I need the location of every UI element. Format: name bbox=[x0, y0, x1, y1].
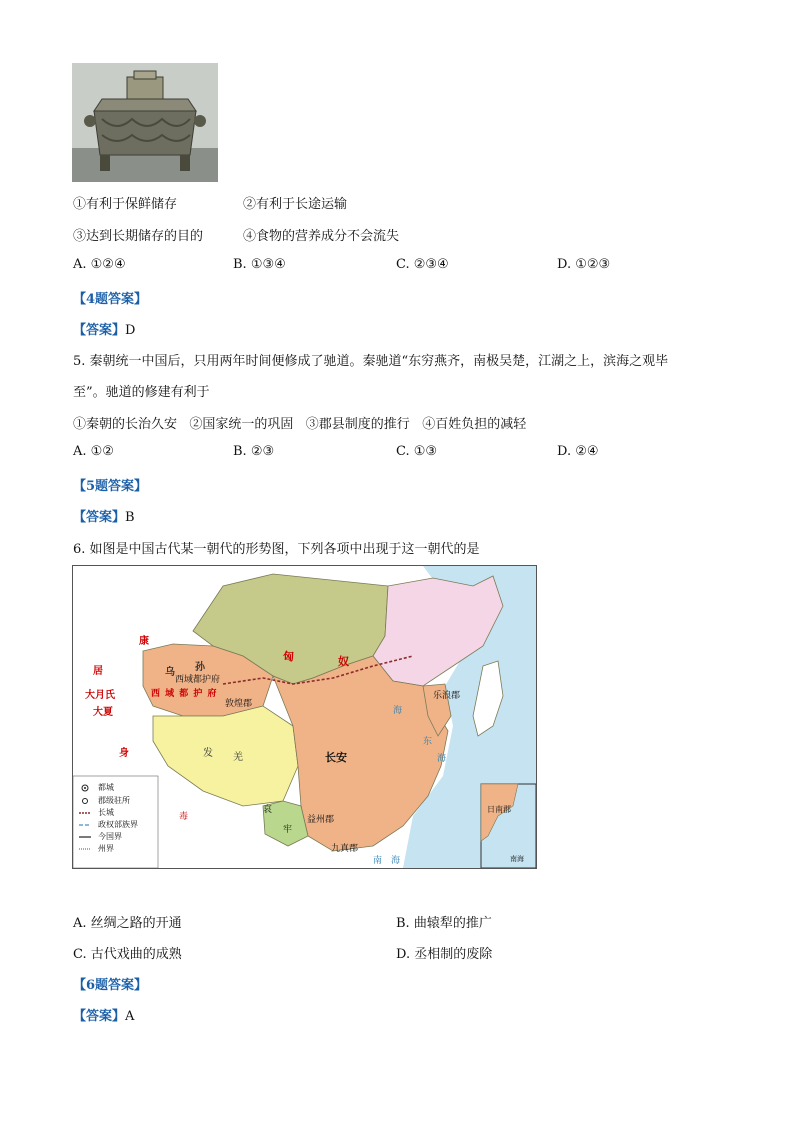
label-huang: 海 bbox=[393, 706, 403, 716]
label-sun: 孙 bbox=[195, 662, 205, 673]
bronze-vessel-photo bbox=[72, 63, 218, 182]
label-xiyu-protectorate: 西域都护府 bbox=[175, 675, 221, 685]
legend-province-border: 州界 bbox=[98, 844, 114, 853]
q4-option-b: B. ①③④ bbox=[233, 257, 286, 272]
map-illustration bbox=[73, 566, 536, 868]
q5-answer-value: B bbox=[125, 510, 135, 525]
q5-answer-label: 【答案】 bbox=[73, 510, 126, 525]
q6-answer-label: 【答案】 bbox=[73, 1009, 126, 1024]
q4-statement-2: ②有利于长途运输 bbox=[243, 197, 348, 212]
q4-statement-4: ④食物的营养成分不会流失 bbox=[243, 229, 400, 244]
q4-option-c: C. ②③④ bbox=[396, 257, 449, 272]
label-kangju: 康 bbox=[139, 636, 149, 647]
label-yizhou: 益州郡 bbox=[307, 815, 335, 825]
q4-option-a: A. ①②④ bbox=[73, 257, 126, 272]
label-daxia: 大夏 bbox=[93, 707, 113, 718]
q6-stem: 6. 如图是中国古代某一朝代的形势图，下列各项中出现于这一朝代的是 bbox=[73, 542, 480, 557]
label-jiuzhen: 九真郡 bbox=[331, 844, 359, 854]
q4-statement-3: ③达到长期储存的目的 bbox=[73, 229, 204, 244]
q4-statement-1: ①有利于保鲜储存 bbox=[73, 197, 178, 212]
label-xiyu-band: 西 域 都 护 府 bbox=[151, 689, 218, 699]
han-dynasty-map bbox=[72, 565, 537, 869]
q6-option-d: D. 丞相制的废除 bbox=[396, 947, 493, 962]
label-wu: 乌 bbox=[165, 667, 175, 678]
label-rinan: 日南郡 bbox=[487, 805, 511, 814]
q4-answer-label: 【答案】 bbox=[73, 323, 126, 338]
q5-option-b: B. ②③ bbox=[233, 444, 275, 459]
label-dayuezhi: 大月氏 bbox=[85, 690, 115, 701]
label-shendu: 身 bbox=[119, 748, 129, 759]
legend-capital: 都城 bbox=[98, 783, 114, 792]
q5-stem-line-2: 至”。驰道的修建有利于 bbox=[73, 385, 210, 400]
q5-statements: ①秦朝的长治久安 ②国家统一的巩固 ③郡县制度的推行 ④百姓负担的减轻 bbox=[73, 417, 527, 432]
q5-option-d: D. ②④ bbox=[557, 444, 599, 459]
q5-answer bbox=[73, 506, 135, 525]
bronze-vessel-illustration bbox=[72, 63, 218, 182]
label-hai: 海 bbox=[391, 856, 401, 866]
label-nanhai-inset: 南海 bbox=[510, 855, 524, 863]
label-xiongnu-1: 匈 bbox=[283, 650, 294, 663]
q4-answer-heading: 【4题答案】 bbox=[73, 292, 148, 307]
label-shen: 毒 bbox=[179, 812, 189, 822]
legend-polity-border: 政权部族界 bbox=[98, 820, 138, 829]
label-changan: 长安 bbox=[325, 751, 347, 764]
label-ju: 居 bbox=[93, 666, 103, 677]
q4-option-d: D. ①②③ bbox=[557, 257, 611, 272]
q6-answer bbox=[73, 1005, 134, 1024]
label-dong: 东 bbox=[423, 737, 433, 747]
label-qiang: 羌 bbox=[233, 752, 243, 763]
q6-answer-heading: 【6题答案】 bbox=[73, 978, 148, 993]
q6-option-c: C. 古代戏曲的成熟 bbox=[73, 947, 182, 962]
label-lelang: 乐浪郡 bbox=[433, 691, 461, 701]
q5-answer-heading: 【5题答案】 bbox=[73, 479, 148, 494]
q4-answer-value: D bbox=[125, 323, 136, 338]
label-nan: 南 bbox=[373, 856, 383, 866]
label-xiongnu-2: 奴 bbox=[338, 655, 349, 668]
q6-option-a: A. 丝绸之路的开通 bbox=[73, 916, 182, 931]
q5-option-a: A. ①② bbox=[73, 444, 114, 459]
q4-answer bbox=[73, 319, 135, 338]
label-lao: 牢 bbox=[283, 825, 293, 835]
label-dunhuang: 敦煌郡 bbox=[225, 699, 253, 709]
legend-commandery: 郡级驻所 bbox=[98, 796, 130, 805]
legend-modern-border: 今国界 bbox=[98, 832, 122, 841]
q5-stem-line-1: 5. 秦朝统一中国后，只用两年时间便修成了驰道。秦驰道“东穷燕齐，南极吴楚，江湖之上，滨海之观毕 bbox=[73, 354, 669, 369]
q6-option-b: B. 曲辕犁的推广 bbox=[396, 916, 492, 931]
label-hai-2: 海 bbox=[437, 754, 447, 764]
q5-option-c: C. ①③ bbox=[396, 444, 438, 459]
legend-great-wall: 长城 bbox=[98, 808, 114, 817]
q6-answer-value: A bbox=[125, 1009, 135, 1024]
label-ai: 哀 bbox=[263, 805, 273, 815]
label-fa: 发 bbox=[203, 748, 213, 759]
